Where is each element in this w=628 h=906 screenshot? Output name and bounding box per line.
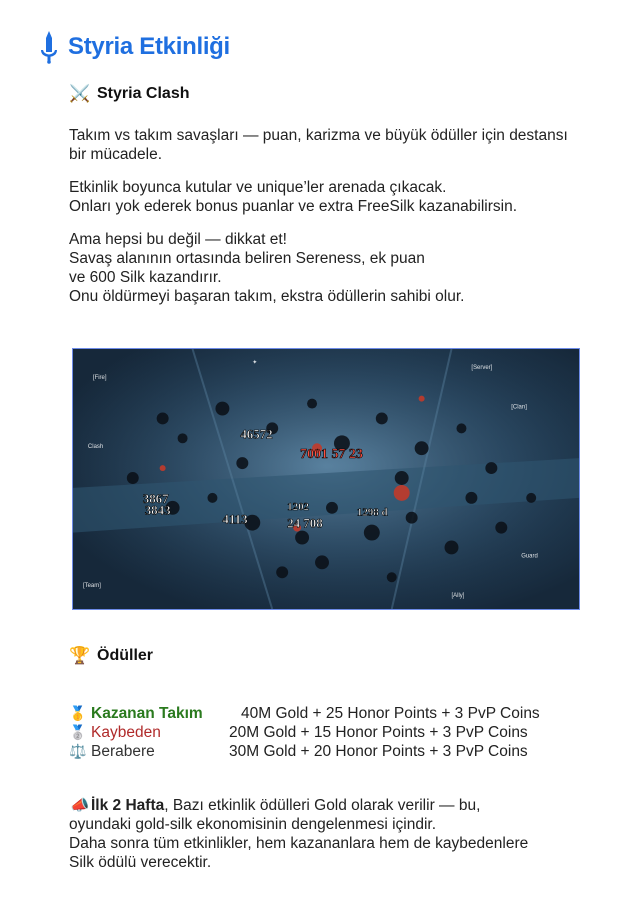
damage-number: 7001 57 23 (300, 447, 363, 463)
damage-number: 4113 (222, 511, 248, 527)
svg-text:[Team]: [Team] (82, 583, 101, 590)
rewards-heading (69, 646, 609, 666)
reward-row-draw (69, 742, 609, 761)
trophy-icon: 🏆 (69, 646, 91, 665)
svg-text:[Ally]: [Ally] (451, 593, 465, 600)
note-line-2: oyundaki gold-silk ekonomisinin dengelenmesi içindir. (69, 816, 437, 833)
reward-row-loser (69, 723, 609, 742)
note-line-1-text: , Bazı etkinlik ödülleri Gold olarak verilir — bu, (164, 797, 481, 814)
damage-number: 3867 (142, 490, 169, 506)
megaphone-icon: 📣 (70, 797, 90, 814)
damage-number: 46572 (240, 426, 273, 442)
note-section (69, 796, 609, 872)
svg-text:[Clan]: [Clan] (511, 404, 527, 411)
page-title: Styria Etkinliği (68, 33, 230, 60)
reward-row-winner (69, 704, 609, 723)
clash-paragraph-2-line-1: Etkinlik boyunca kutular ve unique’ler arenada çıkacak. (69, 179, 447, 196)
damage-number: 1298 d (356, 506, 388, 519)
note-line-1 (69, 796, 609, 815)
clash-paragraph-1: Takım vs takım savaşları — puan, karizma ve büyük ödüller için destansı bir mücadele. (69, 127, 568, 163)
clash-paragraph-2-line-2: Onları yok ederek bonus puanlar ve extra FreeSilk kazanabilirsin. (69, 198, 518, 215)
svg-text:Clash: Clash (87, 444, 104, 451)
clash-heading-text: Styria Clash (97, 85, 190, 102)
clash-section (69, 84, 599, 306)
reward-value-draw: 30M Gold + 20 Honor Points + 3 PvP Coins (229, 743, 528, 760)
svg-text:[Fire]: [Fire] (92, 374, 107, 381)
clash-paragraph-3-line-4: Onu öldürmeyi başaran takım, ekstra ödüllerin sahibi olur. (69, 288, 465, 305)
clash-paragraph-3-line-1: Ama hepsi bu değil — dikkat et! (69, 231, 287, 248)
page-header (38, 30, 230, 64)
note-bold-label: İlk 2 Hafta (91, 797, 165, 814)
reward-value-loser: 20M Gold + 15 Honor Points + 3 PvP Coins (229, 724, 528, 741)
svg-text:Guard: Guard (521, 553, 538, 560)
clash-paragraph-3-line-3: ve 600 Silk kazandırır. (69, 269, 222, 286)
rewards-heading-text: Ödüller (97, 647, 154, 664)
rewards-section (69, 646, 609, 761)
reward-value-winner: 40M Gold + 25 Honor Points + 3 PvP Coins (241, 705, 540, 722)
silver-medal-icon: 🥈 (69, 724, 87, 740)
damage-number: 24 708 (287, 515, 323, 531)
clash-paragraph-3-line-2: Savaş alanının ortasında beliren Sereness, ek puan (69, 250, 425, 267)
clash-heading (69, 84, 599, 104)
damage-number: 3843 (144, 502, 171, 518)
sword-icon (38, 30, 60, 64)
crossed-swords-icon: ⚔️ (69, 84, 91, 103)
gold-medal-icon: 🥇 (69, 705, 87, 721)
svg-text:✦: ✦ (252, 359, 258, 366)
reward-name-winner: Kazanan Takım (91, 705, 203, 722)
note-line-4: Silk ödülü verecektir. (69, 854, 212, 871)
reward-name-draw: Berabere (91, 743, 155, 760)
reward-name-loser: Kaybeden (91, 724, 161, 741)
balance-scale-icon: ⚖️ (69, 743, 87, 759)
battle-scene (73, 349, 579, 609)
battle-screenshot (72, 348, 580, 610)
note-line-3: Daha sonra tüm etkinlikler, hem kazananlara hem de kaybedenlere (69, 835, 529, 852)
damage-number: 1202 (287, 500, 310, 513)
svg-text:[Server]: [Server] (471, 364, 493, 371)
